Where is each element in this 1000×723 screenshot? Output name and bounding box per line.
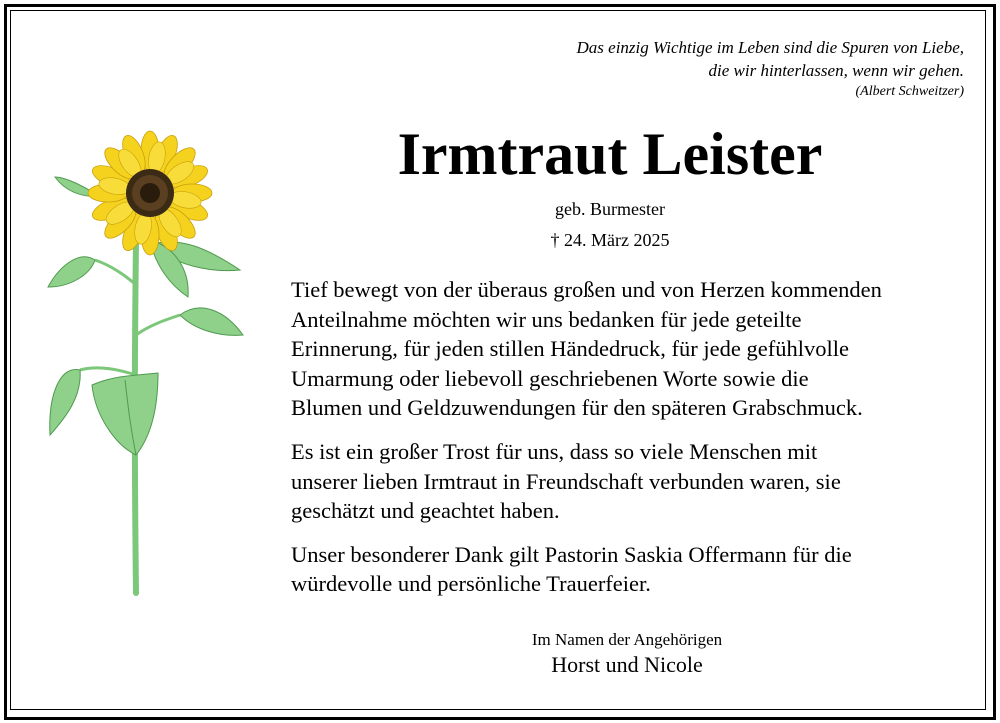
epigraph-line: Das einzig Wichtige im Leben sind die Spuren von Liebe, — [576, 38, 964, 57]
text-line: würdevolle und persönliche Trauerfeier. — [291, 571, 651, 597]
text-line: Tief bewegt von der überaus großen und von Herzen kommenden — [291, 277, 882, 302]
text-line: Unser besonderer Dank gilt Pastorin Saskia Offermann für die — [291, 541, 852, 567]
death-date: † 24. März 2025 — [550, 230, 670, 250]
text-line: Es ist ein großer Trost für uns, dass so viele Menschen mit — [291, 438, 818, 464]
sunflower-icon — [40, 125, 255, 600]
text-line: Anteilnahme möchten wir uns bedanken für jede geteilte — [291, 306, 802, 332]
leaf — [48, 257, 95, 287]
text-line: Blumen und Geldzuwendungen für den späteren Grabschmuck. — [291, 395, 863, 421]
text-line: Erinnerung, für jeden stillen Händedruck, für jede gefühlvolle — [291, 336, 849, 362]
leaf — [50, 369, 80, 435]
text-line: geschätzt und geachtet haben. — [291, 498, 560, 524]
deceased-name: Irmtraut Leister — [397, 121, 823, 187]
signature-intro: Im Namen der Angehörigen — [531, 630, 723, 649]
birth-name: geb. Burmester — [555, 199, 665, 219]
epigraph-line: die wir hinterlassen, wenn wir gehen. — [708, 61, 964, 80]
text-line: unserer lieben Irmtraut in Freundschaft verbunden waren, sie — [291, 468, 841, 494]
paragraph — [291, 275, 971, 423]
leaf — [92, 373, 158, 455]
sunflower-head — [88, 131, 212, 255]
paragraph — [291, 540, 971, 599]
epigraph-author: (Albert Schweitzer) — [855, 84, 964, 99]
epigraph — [577, 36, 964, 101]
paragraph — [291, 437, 971, 526]
leaf — [180, 308, 243, 335]
signature-names: Horst und Nicole — [551, 652, 703, 677]
text-line: Umarmung oder liebevoll geschriebenen Worte sowie die — [291, 365, 809, 391]
signature-block — [290, 629, 964, 679]
thank-you-text — [291, 275, 971, 613]
